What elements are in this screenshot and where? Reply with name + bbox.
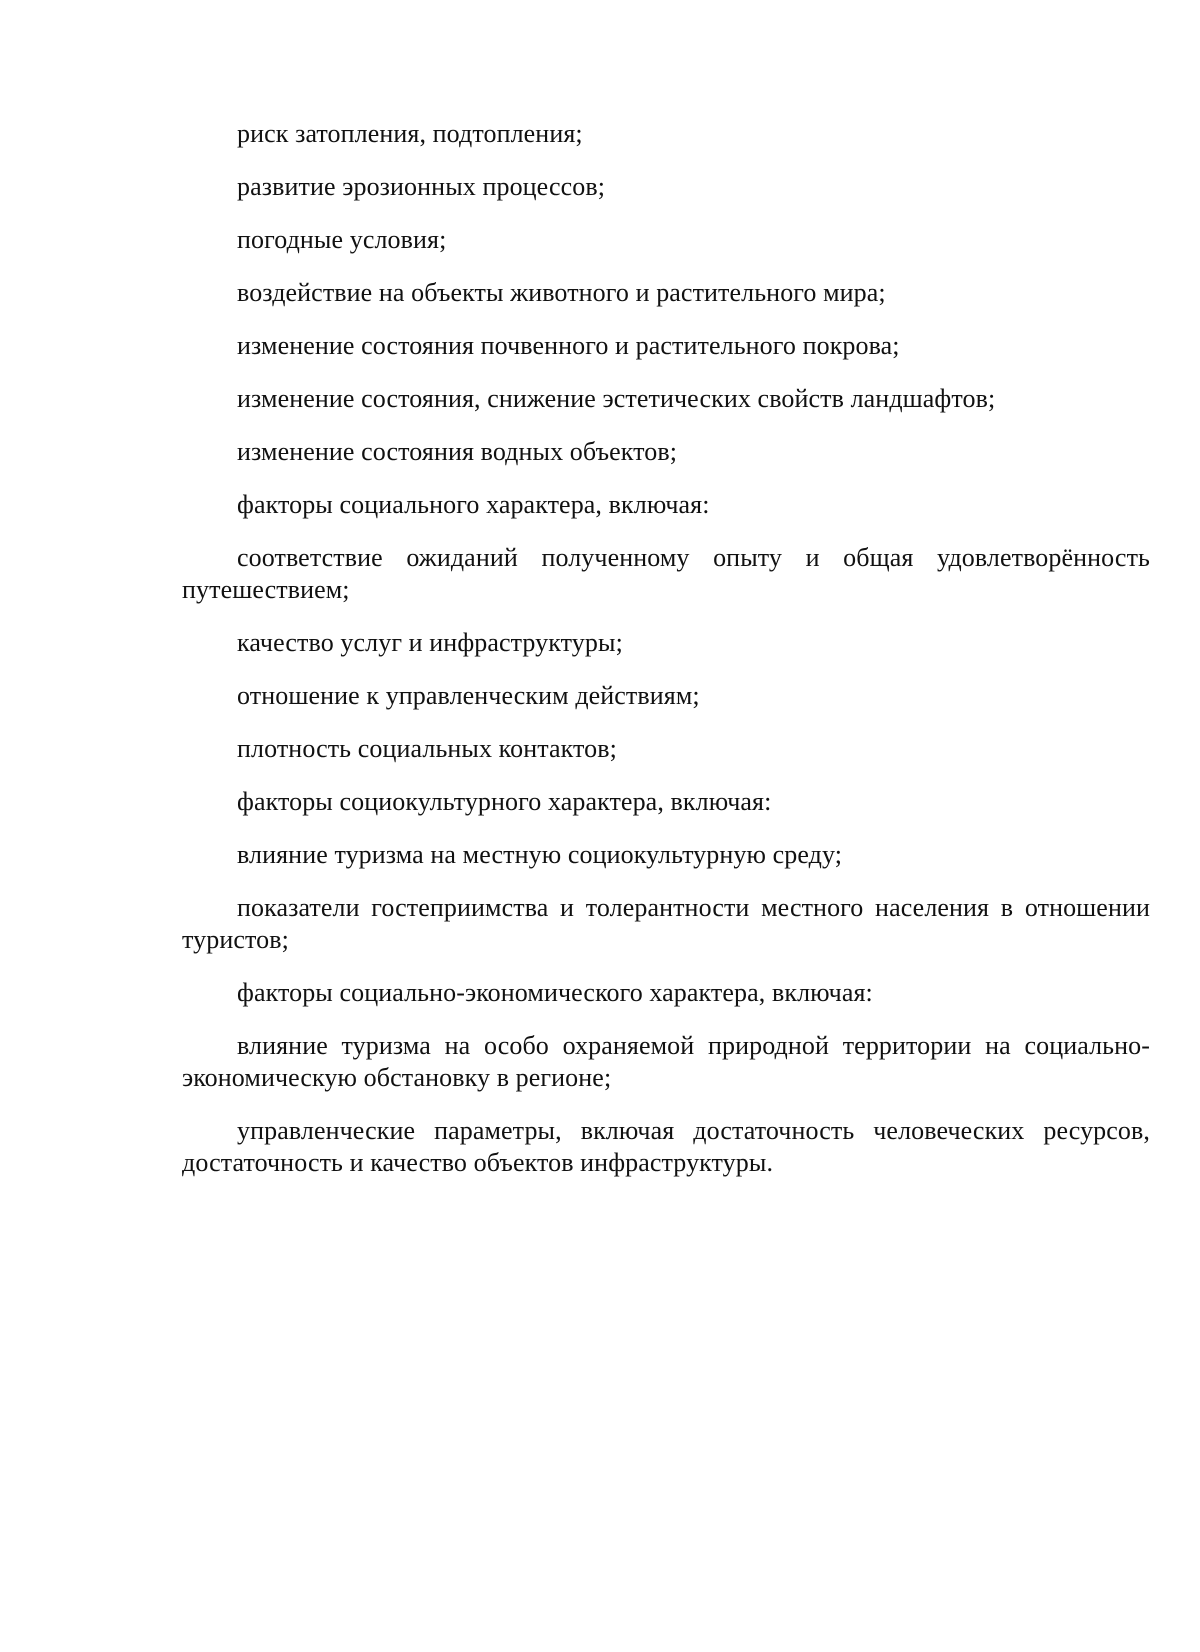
paragraph-tourism-influence: влияние туризма на местную социокультурную среду; [237, 840, 843, 869]
paragraph-protected-area-impact: влияние туризма на особо охраняемой природной территории на социально-экономическую обстановку в регионе; [182, 1031, 1150, 1092]
document-body [182, 118, 1150, 1200]
paragraph-social-contacts: плотность социальных контактов; [237, 734, 617, 763]
paragraph-flood-risk: риск затопления, подтопления; [237, 119, 583, 148]
paragraph-weather: погодные условия; [237, 225, 447, 254]
paragraph-soil-vegetation: изменение состояния почвенного и растительного покрова; [237, 331, 900, 360]
paragraph-erosion: развитие эрозионных процессов; [237, 172, 606, 201]
paragraph-water-bodies: изменение состояния водных объектов; [237, 437, 678, 466]
paragraph-flora-fauna-impact: воздействие на объекты животного и растительного мира; [237, 278, 886, 307]
paragraph-service-quality: качество услуг и инфраструктуры; [237, 628, 623, 657]
paragraph-landscape: изменение состояния, снижение эстетических свойств ландшафтов; [237, 384, 996, 413]
paragraph-expectations: соответствие ожиданий полученному опыту и общая удовлетворённость путешествием; [182, 543, 1150, 604]
paragraph-hospitality: показатели гостеприимства и толерантности местного населения в отношении туристов; [182, 893, 1150, 954]
paragraph-management-parameters: управленческие параметры, включая достаточность человеческих ресурсов, достаточность и качество объектов инфраструктуры. [182, 1116, 1150, 1177]
paragraph-social-factors-heading: факторы социального характера, включая: [237, 490, 710, 519]
paragraph-management-attitude: отношение к управленческим действиям; [237, 681, 700, 710]
paragraph-socioeconomic-heading: факторы социально-экономического характера, включая: [237, 978, 873, 1007]
paragraph-sociocultural-heading: факторы социокультурного характера, включая: [237, 787, 772, 816]
